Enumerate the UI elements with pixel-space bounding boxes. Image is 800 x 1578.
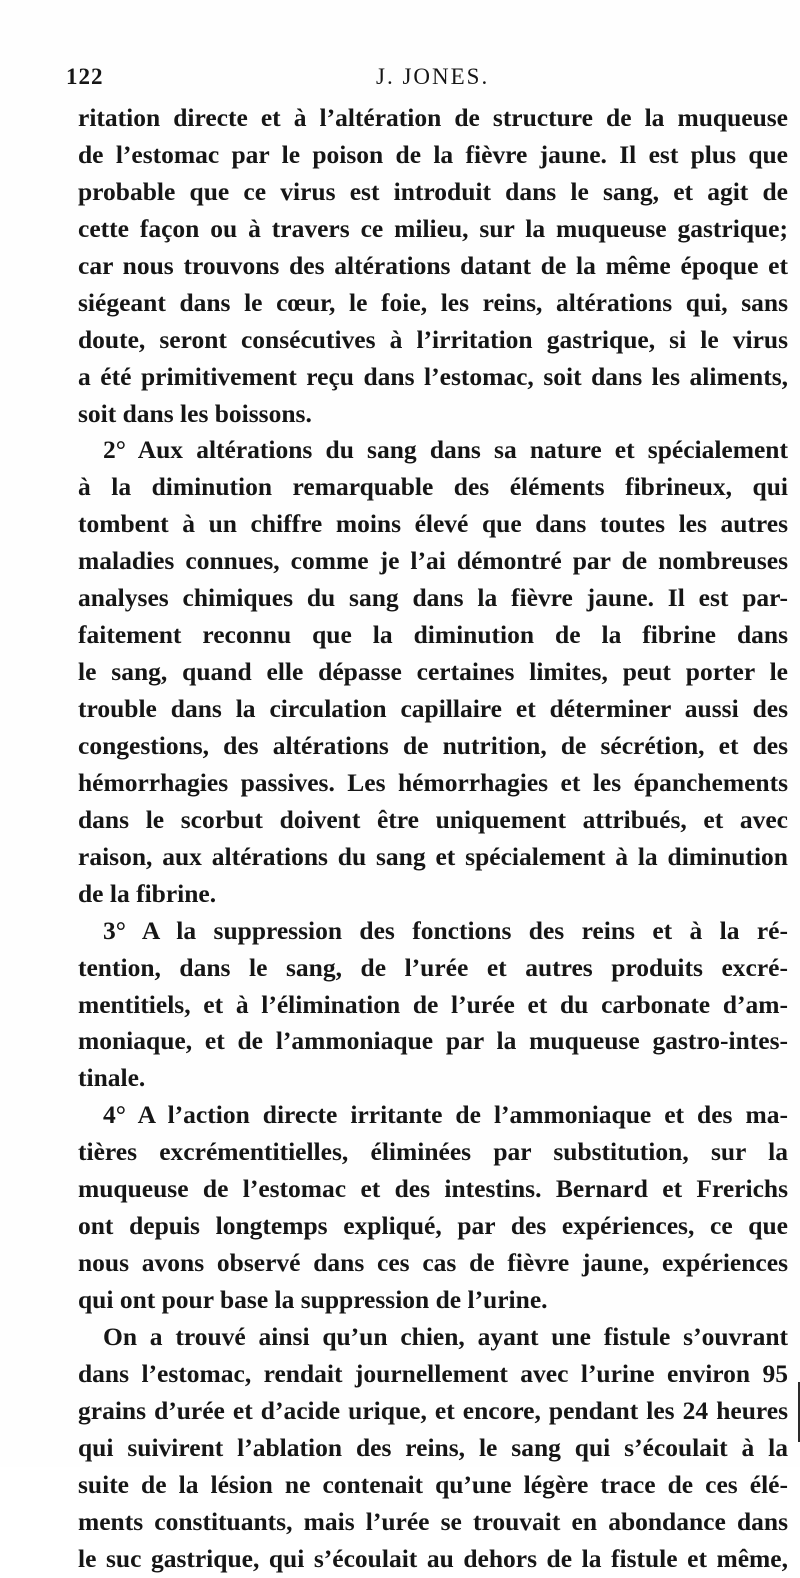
text-line: congestions, des altérations de nutrition, de sécrétion, et des (78, 730, 788, 760)
text-line: à la diminution remarquable des éléments fibrineux, qui (78, 472, 788, 502)
text-line: qui suivirent l’ablation des reins, le sang qui s’écoulait à la (78, 1432, 788, 1462)
text-line: probable que ce virus est introduit dans le sang, et agit de (78, 176, 788, 206)
text-line: 2° Aux altérations du sang dans sa nature et spécialement (103, 435, 788, 465)
text-line: le suc gastrique, qui s’écoulait au dehors de la fistule et même, (78, 1543, 788, 1573)
text-line: tières excrémentitielles, éliminées par substitution, sur la (78, 1137, 788, 1167)
text-line: ont depuis longtemps expliqué, par des expériences, ce que (78, 1211, 788, 1241)
text-line: suite de la lésion ne contenait qu’une légère trace de ces élé- (78, 1469, 788, 1499)
text-line: 4° A l’action directe irritante de l’ammoniaque et des ma- (103, 1100, 788, 1130)
text-line: dans le scorbut doivent être uniquement attribués, et avec (78, 804, 788, 834)
text-line: On a trouvé ainsi qu’un chien, ayant une fistule s’ouvrant (103, 1321, 788, 1351)
text-line: cette façon ou à travers ce milieu, sur la muqueuse gastrique; (78, 213, 788, 243)
text-line: moniaque, et de l’ammoniaque par la muqueuse gastro-intes- (78, 1026, 788, 1056)
text-line: soit dans les boissons. (78, 398, 312, 428)
page-header (66, 64, 786, 94)
text-line: le sang, quand elle dépasse certaines limites, peut porter le (78, 657, 788, 687)
text-line: tention, dans le sang, de l’urée et autres produits excré- (78, 952, 788, 982)
text-line: faitement reconnu que la diminution de la fibrine dans (78, 620, 788, 650)
text-line: analyses chimiques du sang dans la fièvre jaune. Il est par- (78, 583, 788, 613)
text-line: 3° A la suppression des fonctions des reins et à la ré- (103, 915, 788, 945)
text-line: grains d’urée et d’acide urique, et encore, pendant les 24 heures (78, 1395, 788, 1425)
text-line: dans l’estomac, rendait journellement avec l’urine environ 95 (78, 1358, 788, 1388)
body-text (78, 100, 788, 1578)
text-line: ments constituants, mais l’urée se trouvait en abondance dans (78, 1506, 788, 1536)
text-line: doute, seront consécutives à l’irritation gastrique, si le virus (78, 324, 788, 354)
running-head: J. JONES. (376, 64, 490, 89)
text-line: mentitiels, et à l’élimination de l’urée et du carbonate d’am- (78, 989, 788, 1019)
text-line: siégeant dans le cœur, le foie, les reins, altérations qui, sans (78, 287, 788, 317)
text-line: hémorrhagies passives. Les hémorrhagies et les épanchements (78, 767, 788, 797)
text-line: de la fibrine. (78, 878, 217, 908)
text-line: maladies connues, comme je l’ai démontré par de nombreuses (78, 546, 788, 576)
text-line: a été primitivement reçu dans l’estomac, soit dans les aliments, (78, 361, 788, 391)
text-line: tombent à un chiffre moins élevé que dans toutes les autres (78, 509, 788, 539)
text-line: tinale. (78, 1063, 146, 1093)
text-line: ritation directe et à l’altération de structure de la muqueuse (78, 103, 788, 132)
text-line: raison, aux altérations du sang et spécialement à la diminution (78, 841, 788, 871)
text-line: car nous trouvons des altérations datant de la même époque et (78, 250, 788, 280)
page-number: 122 (66, 64, 104, 89)
text-line: trouble dans la circulation capillaire et déterminer aussi des (78, 694, 788, 723)
text-line: de l’estomac par le poison de la fièvre jaune. Il est plus que (78, 139, 788, 169)
text-line: muqueuse de l’estomac et des intestins. Bernard et Frerichs (78, 1174, 788, 1204)
text-line: qui ont pour base la suppression de l’urine. (78, 1285, 548, 1314)
text-line: nous avons observé dans ces cas de fièvre jaune, expériences (78, 1248, 788, 1278)
